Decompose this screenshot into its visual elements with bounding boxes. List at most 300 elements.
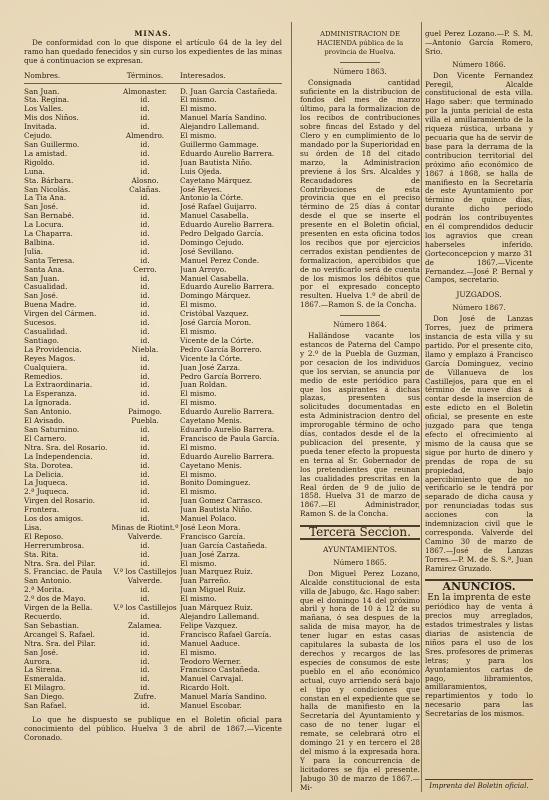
mine-name: Esmeralda.	[24, 675, 66, 684]
table-row	[24, 568, 282, 577]
table-row	[24, 693, 282, 702]
mine-term: Cerro.	[133, 265, 157, 274]
mine-term: id.	[140, 470, 150, 479]
mine-term: id.	[140, 140, 150, 149]
mine-name: Sta. Dorotea.	[24, 461, 73, 470]
mine-owner: Vicente de la Córte.	[180, 336, 254, 345]
mine-name: Cualquiera.	[24, 363, 68, 372]
mine-owner: Cayetano Menis.	[180, 461, 242, 470]
mine-name: El Reposo.	[24, 532, 64, 541]
mine-owner: Antonio la Córte.	[180, 194, 244, 203]
table-row	[24, 141, 282, 150]
mine-term: id.	[140, 639, 150, 648]
mine-term: id.	[140, 149, 150, 158]
mine-term: id.	[140, 702, 150, 711]
minas-intro: De conformidad con lo que dispone el artículo 64 de la ley del ramo han quedado fenecidos y sin curso los expedientes de las minas que á continuacion se expresan.	[24, 37, 282, 65]
table-row	[24, 649, 282, 658]
mine-name: Virgen del Cármen.	[24, 310, 97, 319]
mine-owner: Eduardo Aurelio Barrera.	[180, 221, 275, 230]
minas-footer: Lo que he dispuesto se publique en el Boletin oficial para conocimiento del público. Huelva 3 de abril de 1867.—Vicente Coronado.	[24, 714, 282, 742]
mine-term: id.	[140, 363, 150, 372]
mine-term: Minas de Riotint.º	[111, 523, 179, 532]
mine-owner: El mismo.	[180, 470, 217, 479]
mine-owner: Manuel Perez Conde.	[180, 256, 260, 265]
header-interesados: Interesados.	[180, 71, 226, 80]
mine-owner: José Rafael Guijarro.	[180, 203, 257, 212]
mine-term: Calañas.	[129, 185, 161, 194]
mine-owner: El mismo.	[180, 390, 217, 399]
mine-owner: Manuel Polaco.	[180, 515, 237, 524]
mine-term: id.	[140, 541, 150, 550]
mine-name: San Juan.	[24, 274, 60, 283]
anuncio-text: periódico hay de venta á precios muy arreglados, estados trimestrales y listas diarias de asistencia de niños para el uso de los Sres. profesores de primeras letras; y para los Ayuntamientos cartas de pago, libramientos, amillaramientos, repartimientos y todo lo necesario para las Secretarías de los mismos.	[425, 602, 533, 719]
mine-owner: Eduardo Aurelio Barrera.	[180, 283, 275, 292]
mine-owner: D. Juan García Castañeda.	[180, 87, 278, 96]
table-row	[24, 150, 282, 159]
mine-term: id.	[140, 221, 150, 230]
mine-name: San Antonio.	[24, 408, 72, 417]
notice-1865: Don Miguel Perez Lozano, Alcalde constitucional de esta villa de Jabugo, &c. Hago saber: que el domingo 14 del próximo abril y hora de 10 á 12 de su mañana, ó sea despues de la salida de misa mayor, ha de tener lugar en estas casas capitulares la subasta de los derechos y recargos de las especies de consumos de este pueblo en el año económico actual, cuyo arriendo será bajo el tipo y condiciones que constan en el expediente que se halla de manifiesto en la Secretaría del Ayuntamiento y caso de no tener lugar el remate, se celebrará otro el domingo 21 y en tercero el 28 del mismo á la expresada hora. Y para la concurrencia de licitadores se fija el presente. Jabugo 30 de marzo de 1867.—Mi-	[300, 568, 420, 792]
mine-owner: Juan García Castañeda.	[180, 541, 268, 550]
mine-term: id.	[140, 586, 150, 595]
table-row	[24, 435, 282, 444]
mine-term: id.	[140, 105, 150, 114]
mine-owner: Manuel Casabella.	[180, 274, 249, 283]
mine-name: Sta. Bárbara.	[24, 176, 74, 185]
table-row	[24, 604, 282, 613]
mine-term: id.	[140, 274, 150, 283]
mine-owner: Juan Márquez Ruiz.	[180, 604, 253, 613]
mine-name: Reyes Magos.	[24, 354, 76, 363]
table-row	[24, 560, 282, 569]
divider	[340, 62, 380, 63]
column-right	[425, 30, 533, 795]
table-row	[24, 497, 282, 506]
mine-term: Almendro.	[125, 132, 165, 141]
mine-term: id.	[140, 488, 150, 497]
mine-owner: Juan Parreño.	[180, 577, 231, 586]
mine-term: id.	[140, 675, 150, 684]
table-row	[24, 684, 282, 693]
mine-owner: José Sevillano.	[180, 247, 234, 256]
mine-term: Niebla.	[131, 345, 159, 354]
mine-name: Los Valles.	[24, 105, 64, 114]
mine-name: Sucesos.	[24, 319, 57, 328]
anuncios-heading: ANUNCIOS.	[425, 579, 533, 592]
mine-owner: Francisco Rafael García.	[180, 630, 272, 639]
table-row	[24, 471, 282, 480]
mine-name: Buena Madre.	[24, 301, 77, 310]
mine-name: Virgen de la Bella.	[24, 604, 93, 613]
table-row	[24, 292, 282, 301]
mine-owner: Guillermo Gammage.	[180, 140, 259, 149]
mine-owner: Francisco Castañeda.	[180, 666, 260, 675]
mine-name: Lisa.	[24, 523, 42, 532]
mine-owner: Bonito Dominguez.	[180, 479, 251, 488]
mine-name: Ntra. Sra. del Rosario.	[24, 443, 108, 452]
mine-owner: Teodoro Werner.	[180, 657, 242, 666]
mine-name: Balbina.	[24, 238, 55, 247]
mine-name: Luna.	[24, 167, 45, 176]
mine-term: id.	[140, 390, 150, 399]
table-header	[24, 72, 282, 84]
mine-owner: Manuel Carvajal.	[180, 675, 244, 684]
mine-owner: Pedro García Borrero.	[180, 372, 262, 381]
table-row	[24, 364, 282, 373]
mine-name: La Providencia.	[24, 345, 82, 354]
mine-term: id.	[140, 399, 150, 408]
table-row	[24, 399, 282, 408]
mine-owner: Alejandro Lallemand.	[180, 613, 260, 621]
mine-name: La Delicia.	[24, 470, 64, 479]
header-nombres: Nombres.	[24, 71, 61, 80]
column-hacienda	[300, 30, 420, 795]
table-row	[24, 373, 282, 382]
table-row	[24, 257, 282, 266]
mine-name: La Ignorada.	[24, 399, 72, 408]
mine-name: Sta. Regina.	[24, 96, 70, 105]
mine-name: La Extraordinaria.	[24, 381, 93, 390]
section-title: MINAS.	[134, 30, 172, 38]
notice-1866: Don Vicente Fernandez Peregil, Alcalde constitucional de esta villa. Hago saber: que terminado por la junta pericial de esta villa el amillaramiento de la riqueza rústica, urbana y pecuaria que ha de servir de base para la derrama de la contribucion territorial del próximo año económico de 1867 á 1868, se halla de manifiesto en la Secretaría de este Ayuntamiento por término de quince días, durante dicho periodo podrán los contribuyentes en él comprendidos deducir los agravios que crean haberseles inferido. Gorteconcepcion y marzo 31 de 1867.—Vicente Fernandez.—José P. Bernal y Campos, secretario.	[425, 70, 533, 285]
mine-owner: El mismo.	[180, 96, 217, 105]
mine-owner: Felipe Vazquez.	[180, 621, 238, 630]
mine-term: id.	[140, 461, 150, 470]
table-row	[24, 177, 282, 186]
table-row	[24, 328, 282, 337]
table-row	[24, 533, 282, 542]
mine-term: id.	[140, 515, 150, 524]
table-row	[24, 462, 282, 471]
mine-name: 2.ª Juqueca.	[24, 488, 69, 497]
table-row	[24, 319, 282, 328]
mine-owner: José García Moron.	[180, 319, 252, 328]
mine-owner: Eduardo Aurelio Barrera.	[180, 425, 275, 434]
mine-term: id.	[140, 506, 150, 515]
table-row	[24, 390, 282, 399]
mine-term: Almonaster.	[123, 87, 167, 96]
mine-owner: Francisco García.	[180, 532, 246, 541]
table-row	[24, 283, 282, 292]
table-row	[24, 417, 282, 426]
table-row	[24, 310, 282, 319]
mine-term: id.	[140, 559, 150, 568]
mine-name: Cejudo.	[24, 132, 53, 141]
mine-term: id.	[140, 194, 150, 203]
mine-name: Virgen del Rosario.	[24, 497, 96, 506]
table-row	[24, 212, 282, 221]
anuncio-head: En la imprenta de este	[427, 593, 531, 604]
mine-owner: Luis Ojeda.	[180, 167, 222, 176]
mine-name: San José.	[24, 292, 59, 301]
mine-owner: Juan Miguel Ruiz.	[180, 586, 246, 595]
mine-term: Zalamea.	[127, 621, 162, 630]
mine-owner: Domingo Márquez.	[180, 292, 251, 301]
mine-name: Arcangel S. Rafael.	[24, 630, 95, 639]
mine-name: San Saturnino.	[24, 425, 80, 434]
mine-term: Puebla.	[131, 417, 159, 426]
mine-owner: Eduardo Aurelio Barrera.	[180, 149, 275, 158]
notice-1865-end: guel Perez Lozano.—P. S. M.—Antonio García Romero, Srio.	[425, 30, 533, 56]
table-row	[24, 203, 282, 212]
mine-owner: Juan Gomez Carrasco.	[180, 497, 263, 506]
mine-owner: Manuel María Sandino.	[180, 693, 267, 702]
mine-name: Santiago.	[24, 336, 59, 345]
mine-name: La Locura.	[24, 221, 64, 230]
table-row	[24, 105, 282, 114]
mine-term: Zufre.	[133, 693, 157, 702]
mine-name: La Juqueca.	[24, 479, 68, 488]
hacienda-head: ADMINISTRACION DE HACIENDA pública de la provincia de Huelva.	[316, 30, 404, 56]
table-row	[24, 123, 282, 132]
mine-term: id.	[140, 167, 150, 176]
mine-term: id.	[140, 425, 150, 434]
mine-name: San Diego.	[24, 693, 65, 702]
table-row	[24, 426, 282, 435]
mine-name: Los dos amigos.	[24, 515, 84, 524]
mine-owner: Juan Roldan.	[180, 381, 228, 390]
minas-table	[24, 88, 282, 711]
mine-term: id.	[140, 479, 150, 488]
table-row	[24, 266, 282, 275]
header-terminos: Términos.	[126, 71, 164, 80]
mine-name: Herrerumbrosa.	[24, 541, 85, 550]
mine-name: San José.	[24, 203, 59, 212]
table-row	[24, 613, 282, 622]
number-1867: Número 1867.	[452, 303, 506, 313]
table-row	[24, 301, 282, 310]
mine-name: La Chaparra.	[24, 230, 73, 239]
table-row	[24, 346, 282, 355]
notice-1863: Consignada cantidad suficiente en la distribucion de fondos del mes de marzo último, para la formalizacion de los recibos de contribuciones sobre fincas del Estado y del Clero y en cumplimiento de lo mandado por la Superioridad en su órden de 18 del citado marzo, la Administracion previene á los Srs. Alcaldes y Recaudadores de Contribuciones de esta provincia que en el preciso término de 25 días á contar desde el que se inserte el presente en el Boletin oficial, presenten en esta oficina todos los recibos que por ejercicios cerrados existan pendientes de formalizacion, apercibidos que de no verificarlo será de cuenta de los mismos los débitos que por el expresado concepto resulten. Huelva 1.º de abril de 1867.—Ramon S. de la Concha.	[300, 77, 420, 310]
table-row	[24, 248, 282, 257]
mine-name: La Independencia.	[24, 452, 93, 461]
divider	[340, 315, 380, 316]
mine-term: id.	[140, 301, 150, 310]
mine-term: id.	[140, 657, 150, 666]
mine-term: id.	[140, 328, 150, 336]
mine-owner: El mismo.	[180, 301, 217, 310]
mine-term: id.	[140, 256, 150, 265]
mine-owner: Vicente la Córte.	[180, 354, 243, 363]
table-row	[24, 666, 282, 675]
mine-name: Aurora.	[24, 657, 53, 666]
mine-name: Remedios.	[24, 372, 63, 381]
mine-owner: Cayetano Márquez.	[180, 176, 253, 185]
table-row	[24, 186, 282, 195]
mine-term: Paimogo.	[128, 408, 162, 417]
table-row	[24, 542, 282, 551]
mine-term: Valverde.	[127, 577, 163, 586]
table-row	[24, 595, 282, 604]
mine-name: Recuerdo.	[24, 613, 62, 621]
mine-owner: Francisco de Paula García.	[180, 434, 280, 443]
table-row	[24, 640, 282, 649]
mine-term: id.	[140, 648, 150, 657]
mine-owner: Cayetano Menis.	[180, 417, 242, 426]
mine-name: San Antonio.	[24, 577, 72, 586]
mine-owner: El mismo.	[180, 648, 217, 657]
mine-name: La amistad.	[24, 149, 68, 158]
mine-name: El Milagro.	[24, 684, 66, 693]
mine-owner: El mismo.	[180, 595, 217, 604]
table-row	[24, 132, 282, 141]
mine-name: Santa Ana.	[24, 265, 65, 274]
section-heading: Tercera Seccion.	[300, 525, 420, 540]
mine-owner: El mismo.	[180, 443, 217, 452]
mine-term: id.	[140, 595, 150, 604]
mine-owner: Pedro Delgado García.	[180, 230, 264, 239]
mine-name: Ntra. Sra. del Pilar.	[24, 559, 96, 568]
table-row	[24, 194, 282, 203]
mine-name: Julia.	[24, 247, 43, 256]
mine-term: id.	[140, 158, 150, 167]
mine-owner: Manuel María Sandino.	[180, 114, 267, 123]
mine-term: id.	[140, 292, 150, 301]
mine-name: Casualidad.	[24, 328, 68, 336]
mine-owner: El mismo.	[180, 328, 217, 336]
table-row	[24, 488, 282, 497]
mine-name: S. Franciac. de Paula	[24, 568, 103, 577]
mine-name: San Sebastian.	[24, 621, 80, 630]
mine-term: id.	[140, 238, 150, 247]
table-row	[24, 221, 282, 230]
mine-name: 2.ª Morita.	[24, 586, 65, 595]
mine-name: Ntra. Sra. del Pilar.	[24, 639, 96, 648]
mine-name: San José.	[24, 648, 59, 657]
mine-name: El Avisado.	[24, 417, 65, 426]
table-row	[24, 444, 282, 453]
mine-owner: Juan José Zarza.	[180, 550, 241, 559]
table-row	[24, 515, 282, 524]
mine-term: id.	[140, 96, 150, 105]
table-row	[24, 479, 282, 488]
mine-name: Rigoldo.	[24, 158, 55, 167]
mine-term: id.	[140, 630, 150, 639]
imprint: Imprenta del Boletin oficial.	[425, 779, 533, 790]
number-1864: Número 1864.	[333, 320, 387, 330]
table-row	[24, 453, 282, 462]
mine-term: id.	[140, 372, 150, 381]
mine-owner: Juan Marquez Ruiz.	[180, 568, 253, 577]
mine-term: id.	[140, 666, 150, 675]
mine-term: Alosno.	[131, 176, 159, 185]
mine-owner: Juan Arroyo.	[180, 265, 227, 274]
mine-name: 2.º dos de Mayo.	[24, 595, 86, 604]
column-rule	[421, 22, 422, 792]
mine-name: La Tia Ana.	[24, 194, 67, 203]
mine-term: id.	[140, 247, 150, 256]
mine-owner: Manuel Escobar.	[180, 702, 242, 711]
mine-owner: Manuel Aaduce.	[180, 639, 240, 648]
table-row	[24, 337, 282, 346]
number-1863: Número 1863.	[333, 66, 387, 76]
table-row	[24, 586, 282, 595]
table-row	[24, 408, 282, 417]
table-row	[24, 230, 282, 239]
mine-name: San Juan.	[24, 87, 60, 96]
number-1865: Número 1865.	[333, 557, 387, 567]
mine-owner: Domingo Cejudo.	[180, 238, 244, 247]
mine-term: V.ª los Castillejos	[113, 604, 177, 613]
mine-term: id.	[140, 613, 150, 621]
table-row	[24, 381, 282, 390]
mine-name: El Carnero.	[24, 434, 67, 443]
mine-term: id.	[140, 230, 150, 239]
mine-owner: Juan Bautista Niño.	[180, 506, 253, 515]
mine-owner: Juan Bautista Niño.	[180, 158, 253, 167]
mine-term: id.	[140, 550, 150, 559]
mine-term: id.	[140, 381, 150, 390]
mine-owner: Manuel Casabella.	[180, 212, 249, 221]
mine-name: Sta. Rita.	[24, 550, 59, 559]
mine-owner: Pedro García Borrero.	[180, 345, 262, 354]
mine-name: San Nicolás.	[24, 185, 71, 194]
table-row	[24, 88, 282, 97]
mine-term: id.	[140, 319, 150, 328]
mine-owner: José Reyes.	[180, 185, 223, 194]
notice-1864: Hallándose vacante los estancos de Paterna del Campo y 2.º de la Puebla de Guzman, por cesacion de los individuos que los servian, se anuncia por medio de este periódico para que los aspirantes á dichas plazas, presenten sus solicitudes documentadas en esta Administracion dentro del improrogable término de ocho días, contados desde el de la publicacion del presente, y pueda tener efecto la propuesta en terna al Sr. Gobernador de los pretendientes que reunan las cualidades prescritas en la Real órden de 9 de julio de 1858. Huelva 31 de marzo de 1867.—El Administrador, Ramon S. de la Concha.	[300, 331, 420, 519]
mine-owner: El mismo.	[180, 132, 217, 141]
mine-term: id.	[140, 434, 150, 443]
mine-term: Valverde.	[127, 532, 163, 541]
mine-owner: El mismo.	[180, 399, 217, 408]
mine-name: La Sirena.	[24, 666, 63, 675]
mine-owner: Eduardo Aurelio Barrera.	[180, 452, 275, 461]
table-row	[24, 524, 282, 533]
mine-name: San Rafael.	[24, 702, 67, 711]
mine-name: La Esperanza.	[24, 390, 77, 399]
mine-name: Casualidad.	[24, 283, 68, 292]
column-rule	[291, 22, 292, 792]
subsection-juzgados: JUZGADOS.	[456, 290, 502, 300]
mine-name: Invitada.	[24, 123, 57, 132]
mine-term: id.	[140, 114, 150, 123]
mine-term: id.	[140, 497, 150, 506]
table-row	[24, 275, 282, 284]
table-row	[24, 577, 282, 586]
table-row	[24, 622, 282, 631]
column-minas	[24, 30, 282, 795]
mine-term: id.	[140, 123, 150, 132]
table-row	[24, 114, 282, 123]
table-row	[24, 658, 282, 667]
table-row	[24, 702, 282, 711]
table-row	[24, 168, 282, 177]
mine-name: San Guillermo.	[24, 140, 80, 149]
mine-term: id.	[140, 212, 150, 221]
mine-term: id.	[140, 336, 150, 345]
mine-term: id.	[140, 452, 150, 461]
mine-owner: El mismo.	[180, 105, 217, 114]
mine-term: id.	[140, 684, 150, 693]
mine-name: Frontera.	[24, 506, 60, 515]
table-row	[24, 355, 282, 364]
mine-name: Mis dos Niños.	[24, 114, 79, 123]
mine-owner: Cristóbal Vazquez.	[180, 310, 249, 319]
subsection-ayuntamientos: AYUNTAMIENTOS.	[322, 545, 398, 555]
table-row	[24, 506, 282, 515]
mine-owner: El mismo.	[180, 488, 217, 497]
number-1866: Número 1866.	[452, 59, 506, 69]
mine-owner: José Leon Mora.	[180, 523, 241, 532]
mine-owner: Juan José Zarza.	[180, 363, 241, 372]
mine-term: id.	[140, 283, 150, 292]
mine-owner: Ricardo Holt.	[180, 684, 230, 693]
notice-1867: Don José de Lanzas Torres, juez de primera instancia de esta villa y su partido. Por el presente cito, llamo y emplazo á Francisco García Dominguez, vecino de Villanueva de los Castillejos, para que en el término de nueve días á contar desde la insercion de este edicto en el Boletin oficial, se presente en este juzgado para que tenga efecto el ofrecimiento al mismo de la causa que se sigue por hurto de dinero y prendas de ropa de su propiedad, bajo apercibimiento que de no verificarlo se le tendrá por separado de dicha causa y por renunciadas todas sus acciones con la indemnizacion civil que le corresponda. Valverde del Camino 30 de marzo de 1867.—José de Lanzas Torres.—P. M. de S. S.ª, Juan Ramirez Gruzado.	[425, 314, 533, 573]
table-row	[24, 675, 282, 684]
table-row	[24, 159, 282, 168]
